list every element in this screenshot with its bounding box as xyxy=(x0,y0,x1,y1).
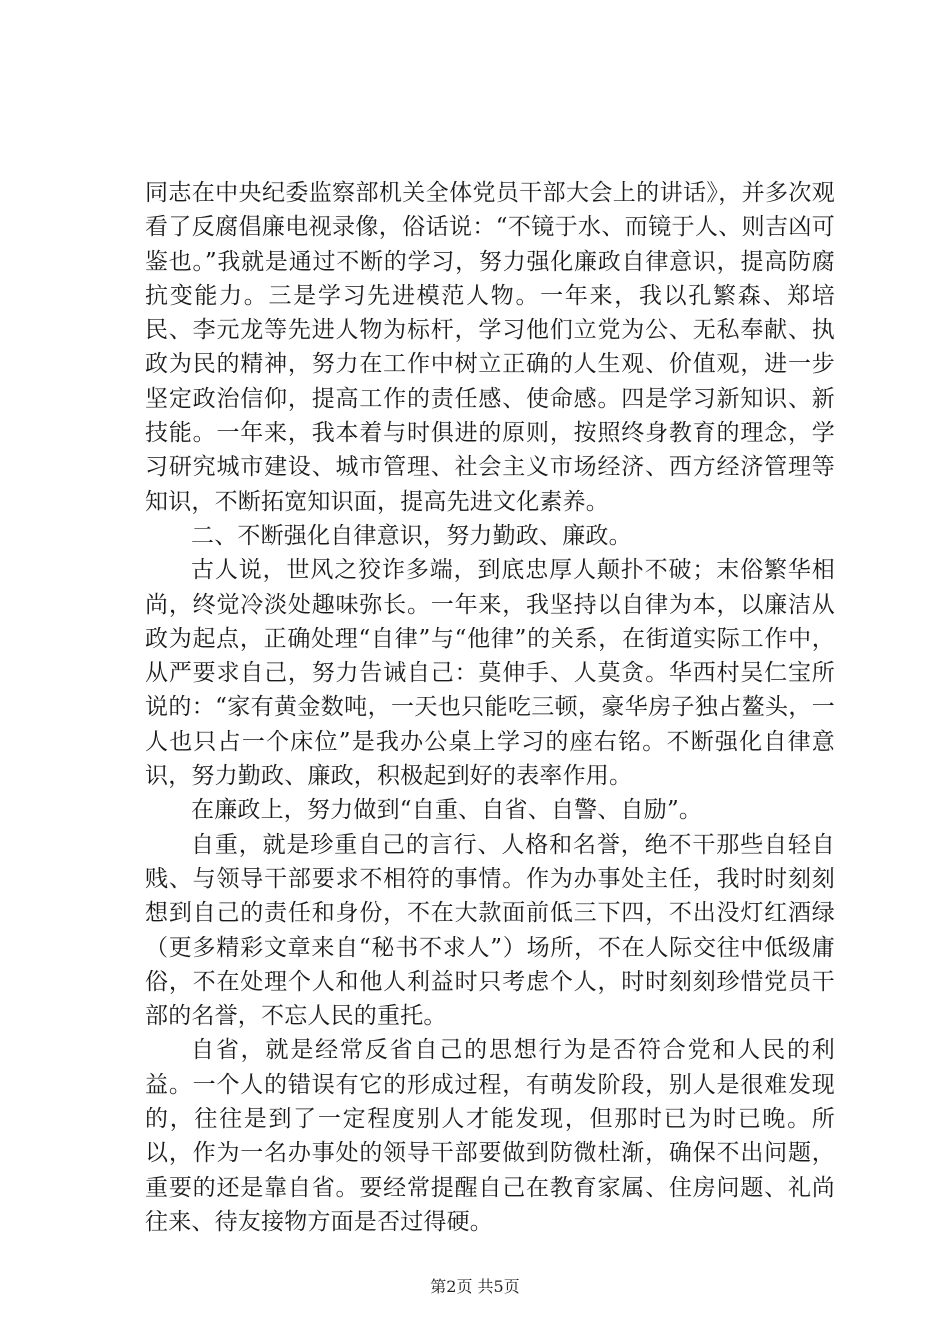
document-body xyxy=(145,176,835,1239)
paragraph-3: 古人说，世风之狡诈多端，到底忠厚人颠扑不破；末俗繁华相尚，终觉冷淡处趣味弥长。一年来，我坚持以自律为本，以廉洁从政为起点，正确处理“自律”与“他律”的关系，在街道实际工作中，从严要求自己，努力告诫自己：莫伸手、人莫贪。华西村吴仁宝所说的：“家有黄金数吨，一天也只能吃三顿，豪华房子独占鳌头，一人也只占一个床位”是我办公桌上学习的座右铭。不断强化自律意识，努力勤政、廉政，积极起到好的表率作用。 xyxy=(145,557,835,790)
paragraph-2-heading: 二、不断强化自律意识，努力勤政、廉政。 xyxy=(191,522,632,549)
paragraph-4: 在廉政上，努力做到“自重、自省、自警、自励”。 xyxy=(191,797,703,824)
paragraph-6: 自省，就是经常反省自己的思想行为是否符合党和人民的利益。一个人的错误有它的形成过程，有萌发阶段，别人是很难发现的，往往是到了一定程度别人才能发现，但那时已为时已晚。所以，作为一名办事处的领导干部要做到防微杜渐，确保不出问题，重要的还是靠自省。要经常提醒自己在教育家属、住房问题、礼尚往来、待友接物方面是否过得硬。 xyxy=(145,1037,835,1235)
paragraph-5: 自重，就是珍重自己的言行、人格和名誉，绝不干那些自轻自贱、与领导干部要求不相符的事情。作为办事处主任，我时时刻刻想到自己的责任和身份，不在大款面前低三下四，不出没灯红酒绿（更多精彩文章来自“秘书不求人”）场所，不在人际交往中低级庸俗，不在处理个人和他人利益时只考虑个人，时时刻刻珍惜党员干部的名誉，不忘人民的重托。 xyxy=(145,831,835,1030)
paragraph-1: 同志在中央纪委监察部机关全体党员干部大会上的讲话》，并多次观看了反腐倡廉电视录像，俗话说：“不镜于水、而镜于人、则吉凶可鉴也。”我就是通过不断的学习，努力强化廉政自律意识，提高防腐抗变能力。三是学习先进模范人物。一年来，我以孔繁森、郑培民、李元龙等先进人物为标杆，学习他们立党为公、无私奉献、执政为民的精神，努力在工作中树立正确的人生观、价值观，进一步坚定政治信仰，提高工作的责任感、使命感。四是学习新知识、新技能。一年来，我本着与时俱进的原则，按照终身教育的理念，学习研究城市建设、城市管理、社会主义市场经济、西方经济管理等知识，不断拓宽知识面，提高先进文化素养。 xyxy=(145,180,835,515)
page-footer: 第2页 共5页 xyxy=(430,1277,520,1296)
